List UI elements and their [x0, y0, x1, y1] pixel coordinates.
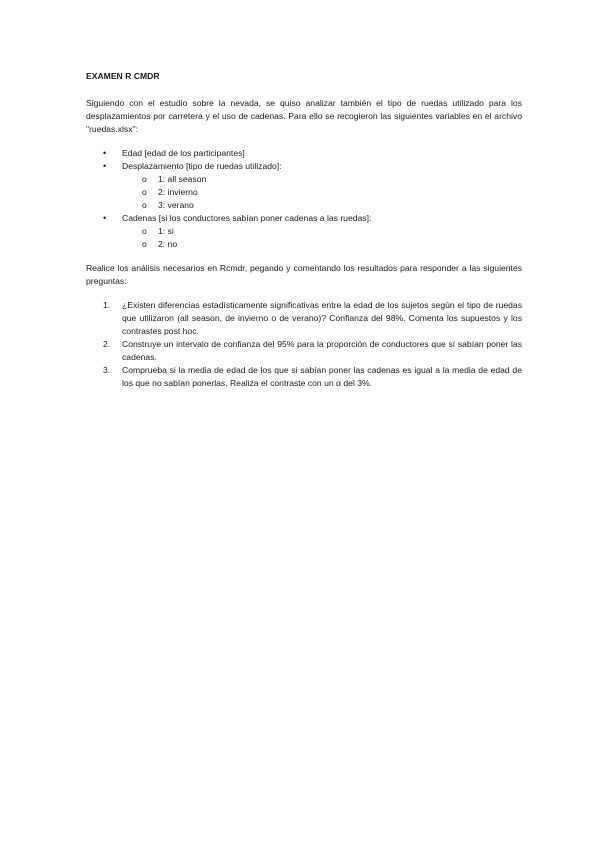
level-label: 2: invierno	[158, 187, 198, 197]
level-label: 1: all season	[158, 174, 207, 184]
sub-marker: o	[142, 239, 147, 249]
level-label: 3: verano	[158, 200, 194, 210]
level-item	[86, 173, 522, 186]
sub-marker: o	[142, 200, 147, 210]
levels-list	[122, 173, 522, 212]
question-item	[86, 364, 522, 390]
level-item	[86, 225, 522, 238]
variable-item-desplazamiento	[86, 160, 522, 212]
question-text: Construye un intervalo de confianza del 95% para la proporción de conductores que sí sabían poner las cadenas.	[122, 339, 522, 362]
question-item	[86, 338, 522, 364]
intro-paragraph: Siguiendo con el estudio sobre la nevada, se quiso analizar también el tipo de ruedas utilizado para los desplazamientos por carretera y el uso de cadenas. Para ello se recogieron las siguientes variables en el archivo "ruedas.xlsx":	[86, 98, 522, 134]
question-number: 2.	[103, 339, 111, 349]
level-label: 2: no	[158, 239, 178, 249]
sub-marker: o	[142, 226, 147, 236]
variable-label: Edad [edad de los participantes]	[122, 148, 245, 158]
instructions-paragraph: Realice los análisis necesarios en Rcmdr, pegando y comentando los resultados para responder a las siguientes preguntas:	[86, 263, 522, 286]
variables-list	[86, 147, 522, 251]
question-text: Comprueba si la media de edad de los que si sabían poner las cadenas es igual a la media de edad de los que no sabían ponerlas. Realiza el contraste con un α del 3%.	[122, 365, 522, 388]
variable-item-cadenas	[86, 212, 522, 251]
document-body	[86, 70, 522, 390]
levels-list	[122, 225, 522, 251]
bullet-marker: •	[103, 161, 107, 171]
variable-item-edad	[86, 147, 522, 160]
variable-label: Cadenas [si los conductores sabían poner cadenas a las ruedas]:	[122, 213, 372, 223]
sub-marker: o	[142, 187, 147, 197]
bullet-marker: •	[103, 148, 107, 158]
question-text: ¿Existen diferencias estadísticamente significativas entre la edad de los sujetos según el tipo de ruedas que utilizaron (all season, de invierno o de verano)? Confianza del 98%. Comenta los supuestos y los contrastes post hoc.	[122, 300, 522, 336]
level-item	[86, 186, 522, 199]
question-number: 1.	[103, 300, 111, 310]
bullet-marker: •	[103, 213, 107, 223]
variable-label: Desplazamiento [tipo de ruedas utilizado]:	[122, 161, 282, 171]
questions-list	[86, 299, 522, 390]
level-label: 1: si	[158, 226, 174, 236]
question-number: 3.	[103, 365, 111, 375]
sub-marker: o	[142, 174, 147, 184]
question-item	[86, 299, 522, 338]
level-item	[86, 199, 522, 212]
document-title: EXAMEN R CMDR	[86, 71, 160, 81]
level-item	[86, 238, 522, 251]
